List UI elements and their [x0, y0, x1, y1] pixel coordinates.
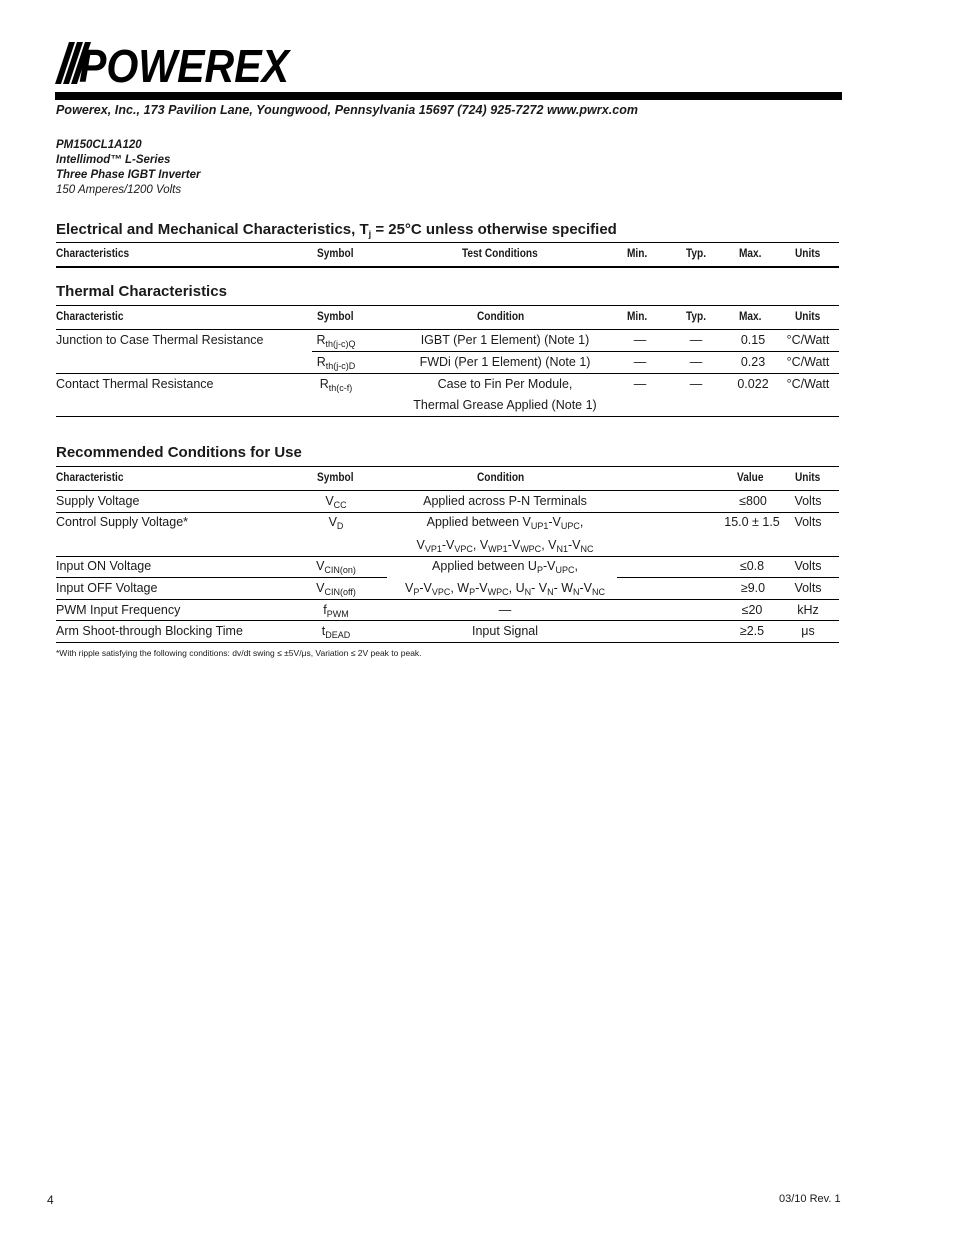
condition-cell: Applied between $U_P-V_{UPC}$,	[432, 559, 578, 575]
electrical-top-rule	[56, 242, 839, 243]
recommended-header-rule	[56, 490, 839, 491]
symbol-cell: $R_{th(j-c)D}$	[316, 355, 356, 371]
product-block	[56, 138, 200, 198]
row-divider	[56, 373, 839, 374]
recommended-bottom-rule	[56, 642, 839, 643]
col-characteristic: Characteristic	[56, 472, 124, 484]
condition-cell: Applied between $V_{UP1}-V_{UPC}$,	[426, 515, 584, 531]
logo-text: POWEREX	[79, 40, 291, 86]
series-name: Intellimod™ L-Series	[56, 154, 171, 166]
units-cell: Volts	[794, 581, 822, 595]
thermal-section-title: Thermal Characteristics	[56, 283, 227, 300]
units-cell: μs	[801, 624, 815, 638]
characteristic-cell: Arm Shoot-through Blocking Time	[56, 624, 243, 638]
value-cell: ≤800	[739, 494, 767, 508]
condition-cell: Applied across P-N Terminals	[423, 494, 587, 508]
powerex-logo	[55, 40, 291, 91]
units-cell: Volts	[794, 559, 822, 573]
row-divider	[56, 620, 839, 621]
header-rule	[55, 92, 842, 100]
col-condition: Condition	[477, 472, 525, 484]
col-units: Units	[795, 472, 821, 484]
condition-cell: Input Signal	[471, 624, 539, 638]
company-address: Powerex, Inc., 173 Pavilion Lane, Youngwood, Pennsylvania 15697 (724) 925-7272 www.pwrx.com	[56, 103, 639, 117]
col-min: Min.	[627, 311, 648, 323]
typ-cell: —	[689, 377, 703, 391]
col-test-conditions: Test Conditions	[462, 248, 538, 260]
row-divider	[56, 599, 839, 600]
row-divider	[312, 351, 839, 352]
col-condition: Condition	[477, 311, 525, 323]
symbol-cell: $V_{CIN(off)}$	[316, 581, 356, 597]
recommended-section-title: Recommended Conditions for Use	[56, 444, 302, 461]
row-divider	[56, 512, 839, 513]
typ-cell: —	[689, 355, 703, 369]
row-divider-left	[56, 577, 387, 578]
units-cell: °C/Watt	[786, 355, 830, 369]
electrical-section-title: Electrical and Mechanical Characteristics, $T_j = 25^\circ C$ unless otherwise specified	[56, 221, 617, 239]
min-cell: —	[633, 355, 647, 369]
condition-cell-line2: $V_{VP1}-V_{VPC}$, $V_{WP1}-V_{WPC}$, $V_{N1}-V_{NC}$	[416, 538, 594, 554]
col-symbol: Symbol	[317, 248, 354, 260]
electrical-bottom-rule	[56, 266, 839, 268]
symbol-cell: $V_D$	[328, 515, 344, 531]
footnote: *With ripple satisfying the following conditions: dv/dt swing ≤ ±5V/μs, Variation ≤ 2V peak to peak.	[56, 648, 422, 658]
thermal-bottom-rule	[56, 416, 839, 417]
max-cell: 0.15	[740, 333, 766, 347]
col-value: Value	[737, 472, 764, 484]
row-divider-right	[617, 577, 839, 578]
symbol-cell: $R_{th(j-c)Q}$	[316, 333, 356, 349]
col-symbol: Symbol	[317, 472, 354, 484]
characteristic-cell: PWM Input Frequency	[56, 603, 181, 617]
value-cell: ≤20	[741, 603, 763, 617]
units-cell: Volts	[794, 494, 822, 508]
col-units: Units	[795, 248, 821, 260]
symbol-cell: $R_{th(c-f)}$	[319, 377, 353, 393]
min-cell: —	[633, 333, 647, 347]
recommended-top-rule	[56, 466, 839, 467]
condition-cell-line2: $V_P-V_{VPC}$, $W_P-V_{WPC}$, $U_N-$ $V_N-$ $W_N-V_{NC}$	[404, 581, 606, 597]
col-characteristic: Characteristic	[56, 311, 124, 323]
min-cell: —	[633, 377, 647, 391]
symbol-cell: $t_{DEAD}$	[321, 624, 351, 640]
units-cell: °C/Watt	[786, 377, 830, 391]
units-cell: Volts	[794, 515, 822, 529]
col-min: Min.	[627, 248, 648, 260]
part-number: PM150CL1A120	[56, 139, 142, 151]
characteristic-cell: Input OFF Voltage	[56, 581, 158, 595]
col-typ: Typ.	[686, 311, 707, 323]
characteristic-cell: Supply Voltage	[56, 494, 140, 508]
col-max: Max.	[739, 311, 762, 323]
typ-cell: —	[689, 333, 703, 347]
col-typ: Typ.	[686, 248, 707, 260]
thermal-header-rule	[56, 329, 839, 330]
product-type: Three Phase IGBT Inverter	[56, 169, 201, 181]
value-cell: ≥2.5	[739, 624, 765, 638]
symbol-cell: $f_{PWM}$	[323, 603, 349, 619]
value-cell: 15.0 ± 1.5	[724, 515, 780, 529]
units-cell: kHz	[797, 603, 819, 617]
characteristic-cell: Input ON Voltage	[56, 559, 152, 573]
condition-cell: FWDi (Per 1 Element) (Note 1)	[419, 355, 591, 369]
characteristic-cell: Control Supply Voltage*	[56, 515, 189, 529]
row-divider	[56, 556, 839, 557]
col-units: Units	[795, 311, 821, 323]
condition-cell: —	[498, 603, 512, 617]
condition-cell-line2: Thermal Grease Applied (Note 1)	[413, 398, 597, 412]
condition-cell: IGBT (Per 1 Element) (Note 1)	[420, 333, 590, 347]
symbol-cell: $V_{CIN(on)}$	[316, 559, 356, 575]
col-characteristics: Characteristics	[56, 248, 130, 260]
units-cell: °C/Watt	[786, 333, 830, 347]
col-max: Max.	[739, 248, 762, 260]
characteristic-cell: Junction to Case Thermal Resistance	[56, 333, 264, 347]
value-cell: ≤0.8	[739, 559, 765, 573]
max-cell: 0.23	[740, 355, 766, 369]
revision-label: 03/10 Rev. 1	[779, 1193, 841, 1205]
characteristic-cell: Contact Thermal Resistance	[56, 377, 214, 391]
condition-cell: Case to Fin Per Module,	[437, 377, 573, 391]
max-cell: 0.022	[737, 377, 769, 391]
value-cell: ≥9.0	[740, 581, 766, 595]
col-symbol: Symbol	[317, 311, 354, 323]
symbol-cell: $V_{CC}$	[325, 494, 347, 510]
thermal-top-rule	[56, 305, 839, 306]
product-rating: 150 Amperes/1200 Volts	[56, 184, 182, 196]
page-number: 4	[47, 1193, 54, 1207]
